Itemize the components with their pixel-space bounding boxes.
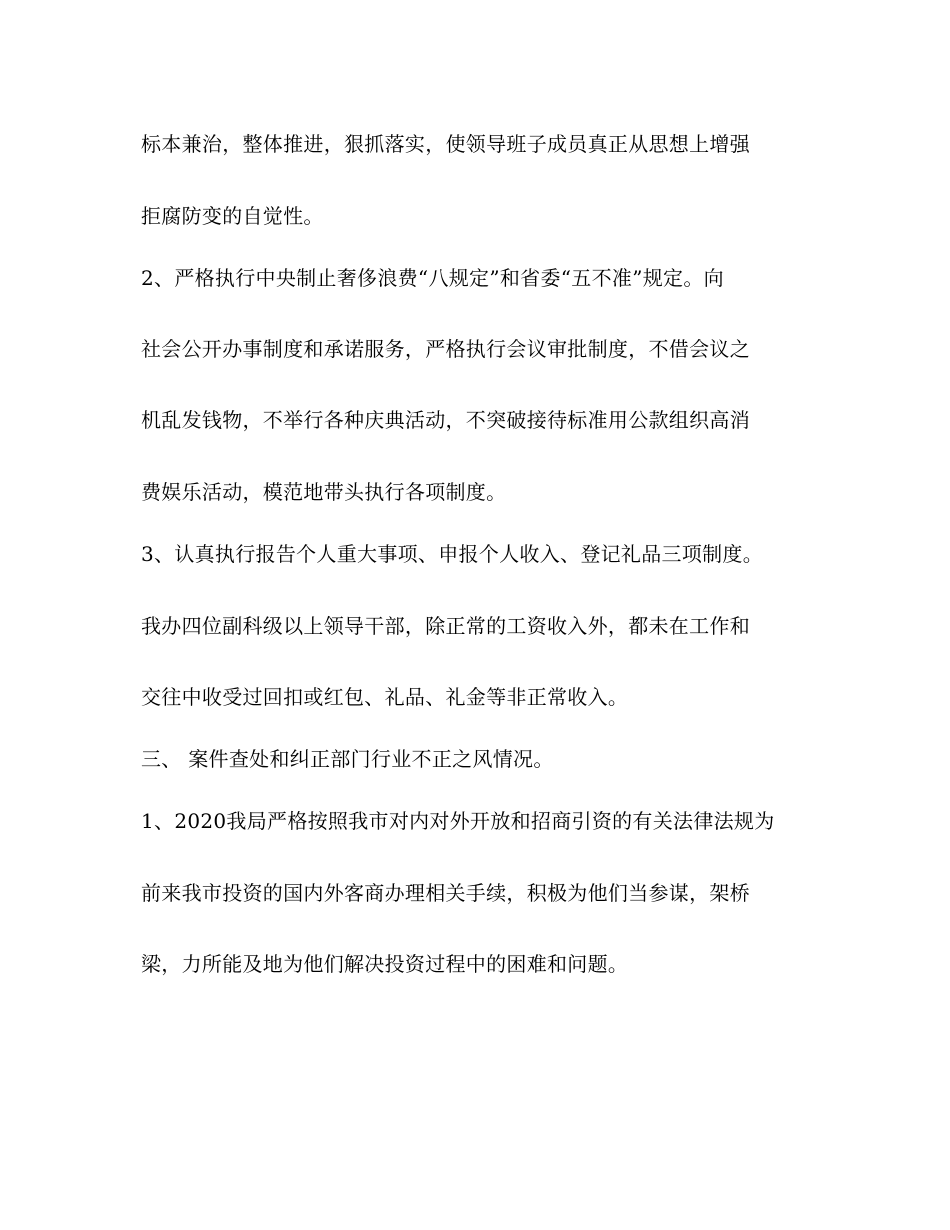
- text-line: 交往中收受过回扣或红包、礼品、礼金等非正常收入。: [141, 685, 629, 709]
- text-line: 我办四位副科级以上领导干部，除正常的工资收入外，都未在工作和: [141, 614, 750, 638]
- section-heading: 三、 案件查处和纠正部门行业不正之风情况。: [141, 747, 554, 771]
- text-line: 前来我市投资的国内外客商办理相关手续，积极为他们当参谋，架桥: [141, 881, 750, 905]
- text-line: 标本兼治，整体推进，狠抓落实，使领导班子成员真正从思想上增强: [141, 132, 750, 156]
- text-line: 费娱乐活动，模范地带头执行各项制度。: [141, 480, 507, 504]
- text-line: 2、严格执行中央制止奢侈浪费“八规定”和省委“五不准”规定。向: [141, 266, 724, 290]
- text-line: 社会公开办事制度和承诺服务，严格执行会议审批制度，不借会议之: [141, 337, 750, 361]
- text-line: 梁，力所能及地为他们解决投资过程中的困难和问题。: [141, 952, 629, 976]
- text-line: 拒腐防变的自觉性。: [141, 204, 324, 228]
- text-line: 机乱发钱物，不举行各种庆典活动，不突破接待标准用公款组织高消: [141, 408, 750, 432]
- text-line: 1、2020我局严格按照我市对内对外开放和招商引资的有关法律法规为: [141, 809, 775, 833]
- text-line: 3、认真执行报告个人重大事项、申报个人收入、登记礼品三项制度。: [141, 542, 764, 566]
